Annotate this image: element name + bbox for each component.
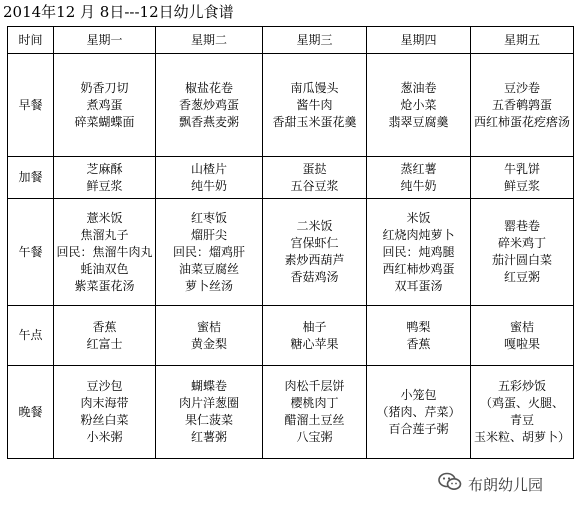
- dish-item: 蚝油双色: [80, 261, 129, 276]
- menu-table: [7, 26, 574, 459]
- dish-item: 黄金梨: [190, 336, 227, 351]
- dish-item: 南瓜馒头: [290, 80, 339, 95]
- dish-item: 回民：炖鸡腿: [382, 244, 455, 259]
- menu-cell: [156, 157, 263, 199]
- meal-label: 加餐: [8, 157, 54, 199]
- menu-cell: [367, 54, 471, 157]
- meal-row: [8, 306, 574, 366]
- dish-item: 油菜豆腐丝: [178, 261, 239, 276]
- dish-item: 蜜桔: [509, 319, 534, 334]
- dish-item: 飘香燕麦粥: [178, 114, 239, 129]
- watermark: [438, 472, 578, 496]
- dish-item: 碎菜蝴蝶面: [74, 114, 135, 129]
- menu-cell: [471, 54, 574, 157]
- menu-cell: [367, 306, 471, 366]
- dish-item: 茄汁圆白菜: [491, 253, 552, 267]
- dish-item: 红薯粥: [190, 430, 227, 444]
- dish-item: 薏米饭: [86, 210, 123, 225]
- menu-cell: [263, 54, 367, 157]
- header-friday: 星期五: [471, 27, 574, 54]
- dish-item: 鲜豆浆: [86, 178, 123, 193]
- dish-item: 香蕉: [406, 336, 431, 351]
- menu-cell: [367, 157, 471, 199]
- menu-cell: [156, 54, 263, 157]
- dish-item: 芝麻酥: [86, 161, 123, 176]
- header-thursday: 星期四: [367, 27, 471, 54]
- dish-item: 小笼包: [400, 387, 437, 402]
- dish-item: 蒸红薯: [400, 161, 437, 176]
- dish-item: 柚子: [302, 319, 327, 334]
- dish-item: 熘肝尖: [190, 227, 227, 242]
- header-time: 时间: [8, 27, 54, 54]
- dish-item: 山楂片: [190, 161, 227, 176]
- menu-cell: [367, 199, 471, 306]
- page-title: 2014年12 月 8日---12日幼儿食谱: [3, 3, 234, 21]
- dish-item: 二米饭: [296, 219, 333, 233]
- dish-item: 八宝粥: [296, 430, 333, 444]
- menu-cell: [156, 199, 263, 306]
- meal-row: [8, 366, 574, 459]
- dish-item: 肉片洋葱圈: [178, 396, 239, 410]
- dish-item: 醋溜土豆丝: [284, 413, 345, 427]
- dish-item: 糖心苹果: [290, 336, 339, 351]
- dish-item: 玉米粒、胡萝卜）: [473, 430, 570, 444]
- dish-item: 五彩炒饭: [497, 379, 546, 393]
- header-row: [8, 27, 574, 54]
- header-tuesday: 星期二: [156, 27, 263, 54]
- dish-item: 纯牛奶: [400, 178, 437, 193]
- wechat-icon: [438, 472, 462, 496]
- dish-item: 红富士: [86, 336, 123, 351]
- dish-item: 奶香刀切: [80, 80, 129, 95]
- meal-label: 晚餐: [8, 366, 54, 459]
- menu-cell: [156, 366, 263, 459]
- dish-item: 红烧肉炖萝卜: [382, 227, 455, 242]
- dish-item: 青豆: [509, 413, 534, 427]
- dish-item: 樱桃肉丁: [290, 396, 339, 410]
- menu-cell: [263, 366, 367, 459]
- meal-label: 早餐: [8, 54, 54, 157]
- dish-item: 豆沙包: [86, 379, 123, 393]
- menu-cell: [54, 199, 156, 306]
- dish-item: 牛乳饼: [503, 161, 540, 176]
- dish-item: 肉松千层饼: [284, 379, 345, 393]
- dish-item: 红豆粥: [503, 270, 540, 284]
- dish-item: 宫保虾仁: [290, 236, 339, 250]
- dish-item: 西红柿炒鸡蛋: [382, 261, 455, 276]
- dish-item: 五谷豆浆: [290, 178, 339, 193]
- dish-item: 椒盐花卷: [184, 80, 233, 95]
- dish-item: 蛋挞: [302, 161, 327, 176]
- dish-item: 葱油卷: [400, 80, 437, 95]
- dish-item: 小米粥: [86, 430, 123, 444]
- menu-cell: [471, 157, 574, 199]
- meal-row: [8, 54, 574, 157]
- dish-item: 五香鹌鹑蛋: [491, 97, 552, 112]
- dish-item: 素炒西葫芦: [284, 253, 345, 267]
- header-wednesday: 星期三: [263, 27, 367, 54]
- dish-item: 香菇鸡汤: [290, 270, 339, 284]
- meal-label: 午餐: [8, 199, 54, 306]
- dish-item: 回民：焦溜牛肉丸: [56, 244, 153, 259]
- menu-cell: [54, 157, 156, 199]
- menu-cell: [471, 366, 574, 459]
- dish-item: 鲜豆浆: [503, 178, 540, 193]
- watermark-text: 布朗幼儿园: [468, 475, 544, 494]
- dish-item: 香葱炒鸡蛋: [178, 97, 239, 112]
- menu-cell: [263, 157, 367, 199]
- dish-item: 肉末海带: [80, 396, 129, 410]
- dish-item: 香蕉: [92, 319, 117, 334]
- dish-item: 米饭: [406, 210, 431, 225]
- dish-item: 西红柿蛋花疙瘩汤: [473, 114, 570, 129]
- dish-item: 碎米鸡丁: [497, 236, 546, 250]
- dish-item: 双耳蛋汤: [394, 278, 443, 293]
- menu-cell: [263, 306, 367, 366]
- dish-item: 炝小菜: [400, 97, 437, 112]
- dish-item: 酱牛肉: [296, 97, 333, 112]
- menu-cell: [263, 199, 367, 306]
- dish-item: 粉丝白菜: [80, 413, 129, 427]
- meal-row: [8, 157, 574, 199]
- meal-row: [8, 199, 574, 306]
- dish-item: 紫菜蛋花汤: [74, 278, 135, 293]
- dish-item: 萝卜丝汤: [184, 278, 233, 293]
- menu-cell: [54, 306, 156, 366]
- dish-item: 百合莲子粥: [388, 421, 449, 436]
- dish-item: 豆沙卷: [503, 80, 540, 95]
- dish-item: 香甜玉米蛋花羹: [272, 114, 357, 129]
- menu-cell: [156, 306, 263, 366]
- menu-cell: [471, 199, 574, 306]
- dish-item: 蜜桔: [196, 319, 221, 334]
- dish-item: （鸡蛋、火腿、: [479, 396, 564, 410]
- menu-cell: [471, 306, 574, 366]
- dish-item: （猪肉、芹菜）: [376, 404, 461, 419]
- dish-item: 煮鸡蛋: [86, 97, 123, 112]
- dish-item: 嘎啦果: [503, 336, 540, 351]
- dish-item: 罂巷卷: [503, 219, 540, 233]
- dish-item: 回民：熘鸡肝: [172, 244, 245, 259]
- dish-item: 翡翠豆腐羹: [388, 114, 449, 129]
- dish-item: 蝴蝶卷: [190, 379, 227, 393]
- dish-item: 焦溜丸子: [80, 227, 129, 242]
- meal-label: 午点: [8, 306, 54, 366]
- dish-item: 纯牛奶: [190, 178, 227, 193]
- dish-item: 红枣饭: [190, 210, 227, 225]
- dish-item: 果仁菠菜: [184, 413, 233, 427]
- header-monday: 星期一: [54, 27, 156, 54]
- menu-cell: [54, 54, 156, 157]
- menu-cell: [54, 366, 156, 459]
- menu-cell: [367, 366, 471, 459]
- dish-item: 鸭梨: [406, 319, 431, 334]
